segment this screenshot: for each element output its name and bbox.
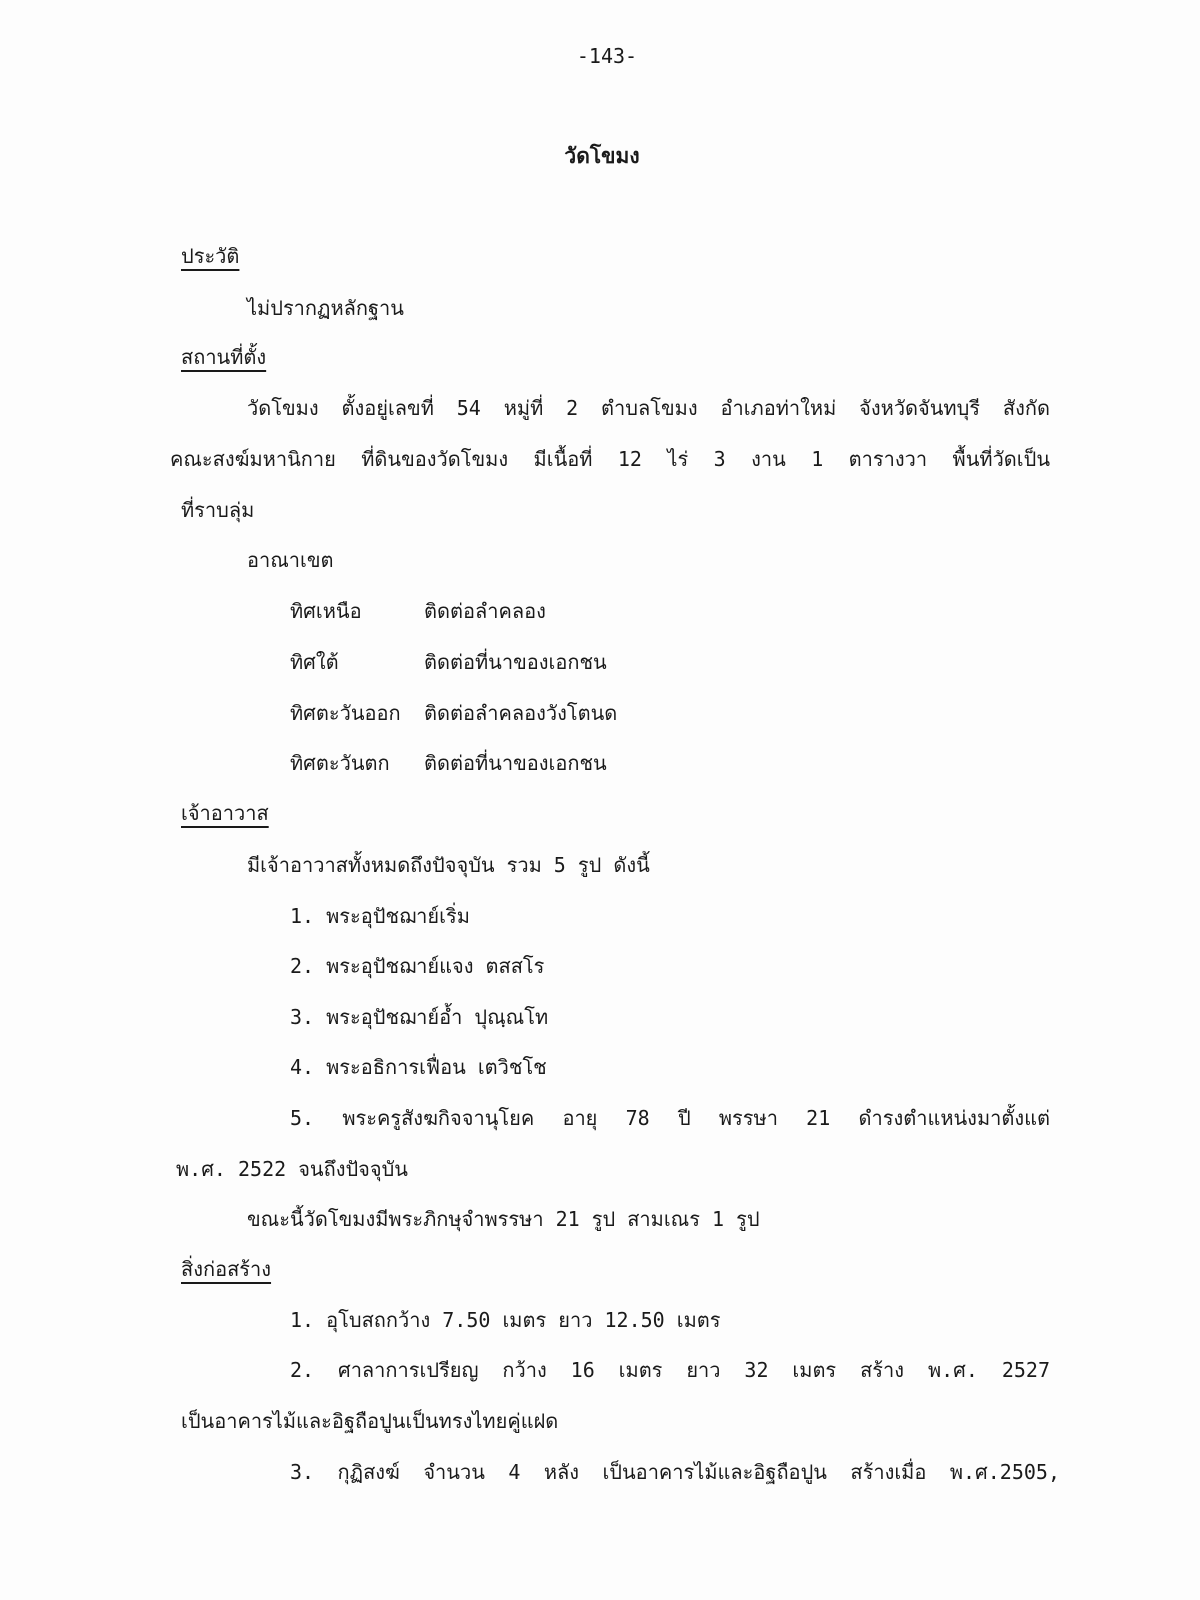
building-item-3-line-1: 3. กุฏิสงฆ์ จำนวน 4 หลัง เป็นอาคารไม้และอิฐถือปูน สร้างเมื่อ พ.ศ.2505, xyxy=(290,1460,1060,1484)
history-text: ไม่ปรากฏหลักฐาน xyxy=(247,296,404,320)
page-number: -143- xyxy=(576,44,638,68)
boundary-label: อาณาเขต xyxy=(247,548,334,572)
abbot-list-item-5-line-1: 5. พระครูสังฆกิจจานุโยค อายุ 78 ปี พรรษา 21 ดำรงตำแหน่งมาตั้งแต่ xyxy=(290,1106,1050,1130)
location-paragraph-line-3: ที่ราบลุ่ม xyxy=(181,498,255,522)
location-paragraph-line-2: คณะสงฆ์มหานิกาย ที่ดินของวัดโขมง มีเนื้อที่ 12 ไร่ 3 งาน 1 ตารางวา พื้นที่วัดเป็น xyxy=(170,447,1050,471)
building-item-2-line-1: 2. ศาลาการเปรียญ กว้าง 16 เมตร ยาว 32 เมตร สร้าง พ.ศ. 2527 xyxy=(290,1358,1050,1382)
boundary-detail: ติดต่อลำคลองวังโตนด xyxy=(424,701,618,725)
building-item-2-line-2: เป็นอาคารไม้และอิฐถือปูนเป็นทรงไทยคู่แฝด xyxy=(181,1409,559,1433)
abbot-list-item: 3. พระอุปัชฌาย์อ้ำ ปุณฺณโท xyxy=(290,1005,549,1029)
boundary-detail: ติดต่อที่นาของเอกชน xyxy=(424,650,607,674)
location-paragraph-line-1: วัดโขมง ตั้งอยู่เลขที่ 54 หมู่ที่ 2 ตำบลโขมง อำเภอท่าใหม่ จังหวัดจันทบุรี สังกัด xyxy=(247,396,1050,420)
history-heading: ประวัติ xyxy=(181,244,240,268)
abbot-list-item: 1. พระอุปัชฌาย์เริ่ม xyxy=(290,904,470,928)
buildings-heading: สิ่งก่อสร้าง xyxy=(181,1257,272,1281)
abbot-list-item-5-line-2: พ.ศ. 2522 จนถึงปัจจุบัน xyxy=(176,1157,408,1181)
abbots-intro: มีเจ้าอาวาสทั้งหมดถึงปัจจุบัน รวม 5 รูป ดังนี้ xyxy=(247,853,650,877)
boundary-detail: ติดต่อลำคลอง xyxy=(424,599,546,623)
boundary-direction: ทิศตะวันตก xyxy=(290,751,390,775)
boundary-detail: ติดต่อที่นาของเอกชน xyxy=(424,751,607,775)
abbot-list-item: 2. พระอุปัชฌาย์แจง ตสสโร xyxy=(290,954,545,978)
page-title: วัดโขมง xyxy=(564,144,640,168)
abbot-list-item: 4. พระอธิการเฟื่อน เตวิชโช xyxy=(290,1055,547,1079)
abbots-heading: เจ้าอาวาส xyxy=(181,801,269,825)
location-heading: สถานที่ตั้ง xyxy=(181,345,267,369)
boundary-direction: ทิศใต้ xyxy=(290,650,339,674)
current-monks-text: ขณะนี้วัดโขมงมีพระภิกษุจำพรรษา 21 รูป สามเณร 1 รูป xyxy=(247,1207,760,1231)
boundary-direction: ทิศเหนือ xyxy=(290,599,362,623)
building-item-1: 1. อุโบสถกว้าง 7.50 เมตร ยาว 12.50 เมตร xyxy=(290,1308,721,1332)
boundary-direction: ทิศตะวันออก xyxy=(290,701,401,725)
